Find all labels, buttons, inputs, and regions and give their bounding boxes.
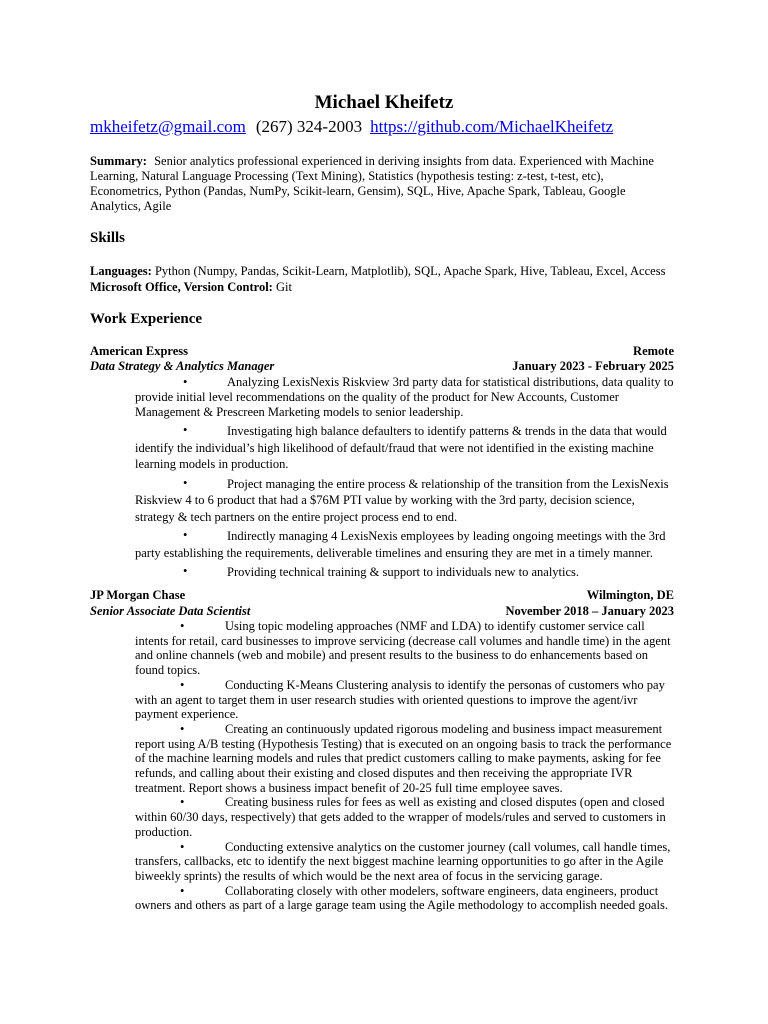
bullet-text: Creating an continuously updated rigorous modeling and business impact measurement report using A/B testing (Hypothesis Testing) that is executed on an ongoing basis to track the performance of the machine learning models and rules that predict customers calling to make payments, asking for fee refunds, and calling about their existing and closed disputes and then receiving the appropriate IVR treatment. Report shows a business impact benefit of 20-25 full time employee saves.	[135, 721, 672, 795]
summary-section	[90, 154, 670, 214]
contact-line	[90, 117, 613, 137]
phone-number: (267) 324-2003	[255, 117, 363, 136]
bullet-text: Collaborating closely with other modelers, software engineers, data engineers, product owners and others as part of a large garage team using the Agile methodology to accomplish needed goals.	[135, 883, 668, 913]
job-header-jpmc	[90, 588, 674, 603]
bullet-icon: •	[183, 423, 188, 437]
company-name: JP Morgan Chase	[90, 588, 186, 602]
job-title: Senior Associate Data Scientist	[90, 604, 251, 618]
job-dates: November 2018 – January 2023	[505, 604, 674, 618]
list-item	[135, 619, 676, 678]
bullet-icon: •	[180, 619, 185, 633]
bullet-icon: •	[180, 883, 185, 898]
bullet-text: Analyzing LexisNexis Riskview 3rd party data for statistical distributions, data quality to provide initial level recommendations on the quality of the product for New Accounts, Customer Management & Prescreen Marketing models to senior leadership.	[135, 375, 674, 419]
list-item	[135, 678, 676, 722]
email-link[interactable]: mkheifetz@gmail.com	[90, 117, 246, 136]
list-item	[135, 795, 676, 839]
github-link[interactable]: https://github.com/MichaelKheifetz	[370, 117, 614, 136]
skills-languages	[90, 264, 665, 279]
job-location: Remote	[633, 344, 674, 358]
bullet-text: Indirectly managing 4 LexisNexis employees by leading ongoing meetings with the 3rd party establishing the requirements, deliverable timelines and ensuring they are met in a timely manner.	[135, 529, 666, 560]
bullet-icon: •	[183, 564, 188, 578]
languages-value: Python (Numpy, Pandas, Scikit-Learn, Matplotlib), SQL, Apache Spark, Hive, Tableau, Excel, Access	[154, 264, 666, 278]
list-item	[135, 564, 676, 581]
office-value: Git	[275, 280, 292, 294]
list-item	[135, 476, 676, 526]
candidate-name: Michael Kheifetz	[314, 92, 454, 113]
work-experience-heading: Work Experience	[90, 311, 203, 327]
bullet-icon: •	[183, 475, 188, 490]
list-item	[135, 375, 676, 420]
summary-label: Summary:	[90, 154, 147, 168]
languages-label: Languages:	[90, 264, 152, 278]
list-item	[135, 722, 676, 796]
bullet-text: Conducting extensive analytics on the customer journey (call volumes, call handle times, transfers, callbacks, etc to identify the next biggest machine learning opportunities to go after in the Agile biweekly sprints) the results of which would be the next area of focus in the servicing garage.	[135, 839, 671, 883]
job-title: Data Strategy & Analytics Manager	[90, 359, 275, 373]
bullet-text: Creating business rules for fees as well as existing and closed disputes (open and closed within 60/30 days, respectively) that gets added to the wrapper of models/rules and served to customers in production.	[135, 795, 666, 839]
job-bullets-amex	[135, 375, 676, 584]
job-header-amex	[90, 344, 674, 359]
skills-office	[90, 280, 292, 295]
bullet-icon: •	[180, 795, 185, 810]
bullet-icon: •	[183, 375, 188, 389]
list-item	[135, 528, 676, 561]
list-item	[135, 884, 676, 913]
skills-heading: Skills	[90, 230, 126, 246]
bullet-text: Investigating high balance defaulters to identify patterns & trends in the data that would identify the individual’s high likelihood of default/fraud that were not identified in the existing machine learning models in production.	[135, 424, 667, 471]
company-name: American Express	[90, 344, 189, 358]
job-subheader-jpmc	[90, 604, 674, 619]
job-location: Wilmington, DE	[586, 588, 674, 602]
bullet-text: Using topic modeling approaches (NMF and LDA) to identify customer service call intents for retail, card businesses to improve servicing (decrease call volumes and handle time) in the agent and online channels (web and mobile) and present results to the business to do enhancements based on found topics.	[135, 619, 671, 678]
bullet-icon: •	[180, 677, 185, 692]
bullet-text: Providing technical training & support to individuals new to analytics.	[227, 565, 580, 579]
list-item	[135, 840, 676, 884]
bullet-text: Conducting K-Means Clustering analysis to identify the personas of customers who pay with an agent to target them in user research studies with oriented questions to improve the agent/ivr payment experience.	[135, 677, 665, 722]
bullet-icon: •	[180, 721, 185, 736]
job-subheader-amex	[90, 359, 674, 374]
bullet-icon: •	[183, 528, 188, 542]
office-label: Microsoft Office, Version Control:	[90, 280, 273, 294]
list-item	[135, 423, 676, 473]
job-bullets-jpmc	[135, 619, 676, 913]
summary-text: Senior analytics professional experienced in deriving insights from data. Experienced with Machine Learning, Natural Language Processing (Text Mining), Statistics (hypothesis testing: z-test, t-test, etc), Econometrics, Python (Pandas, NumPy, Scikit-learn, Gensim), SQL, Hive, Apache Spark, Tableau, Google Analytics, Agile	[90, 154, 654, 213]
job-dates: January 2023 - February 2025	[512, 359, 674, 373]
bullet-icon: •	[180, 839, 185, 854]
bullet-text: Project managing the entire process & relationship of the transition from the LexisNexis Riskview 4 to 6 product that had a $76M PTI value by working with the 3rd party, decision science, strategy & tech partners on the entire project process end to end.	[135, 476, 669, 524]
